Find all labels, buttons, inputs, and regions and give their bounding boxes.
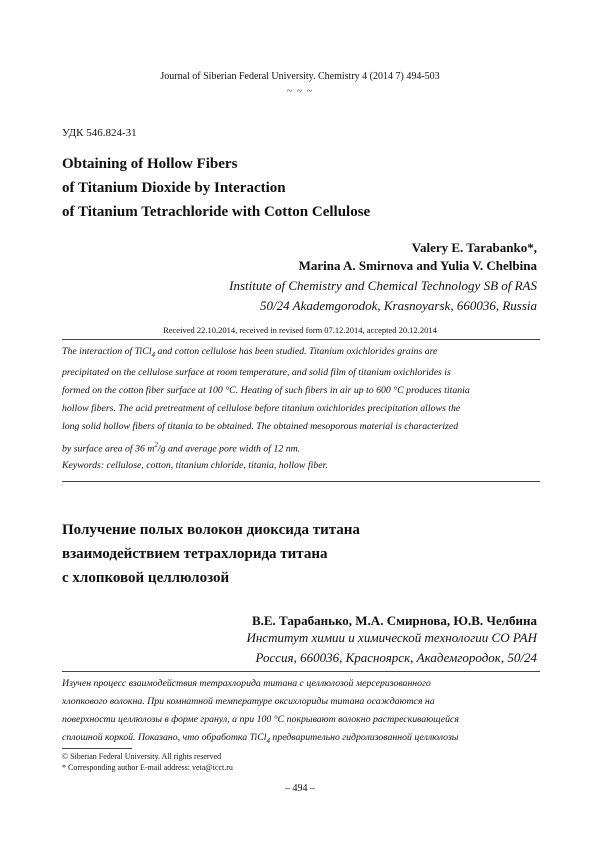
abstract-en-line-1 bbox=[62, 343, 540, 364]
affiliation-en-line-2: 50/24 Akademgorodok, Krasnoyarsk, 660036, Russia bbox=[260, 298, 537, 313]
abstract-en bbox=[62, 343, 540, 458]
footnote-copyright: © Siberian Federal University. All rights reserved bbox=[62, 752, 222, 761]
abstract-top-rule bbox=[62, 339, 540, 340]
abstract-en-text: and cotton cellulose has been studied. Titanium oxichlorides grains are bbox=[155, 346, 438, 357]
title-en-line-2: of Titanium Dioxide by Interaction bbox=[62, 180, 286, 196]
affiliation-ru-line-1: Институт химии и химической технологии СО РАН bbox=[246, 630, 537, 645]
abstract-ru-line-3: поверхности целлюлозы в форме гранул, а при 100 °С покрывают волокно растрескивающейся bbox=[62, 714, 459, 725]
page-number: – 494 – bbox=[285, 783, 315, 794]
title-en-line-1: Obtaining of Hollow Fibers bbox=[62, 156, 238, 172]
abstract-ru-line-2: хлопкового волокна. При комнатной температуре оксихлориды титана осаждаются на bbox=[62, 696, 435, 707]
abstract-ru-text: сплошной коркой. Показано, что обработка TiCl bbox=[62, 732, 267, 743]
abstract-en-line-2: precipitated on the cellulose surface at room temperature, and solid film of titanium oxichlorides is bbox=[62, 366, 451, 378]
title-en-line-3: of Titanium Tetrachloride with Cotton Cellulose bbox=[62, 204, 371, 220]
subscript: 4 bbox=[266, 736, 270, 745]
footnote-rule bbox=[62, 748, 132, 749]
abstract-ru-line-4 bbox=[62, 729, 540, 750]
subscript: 4 bbox=[151, 350, 156, 359]
authors-ru: В.Е. Тарабанько, М.А. Смирнова, Ю.В. Челбина bbox=[251, 613, 537, 628]
abstract-bottom-rule bbox=[62, 481, 540, 482]
superscript: 2 bbox=[154, 440, 158, 449]
affiliation-ru-line-2: Россия, 660036, Красноярск, Академгородок, 50/24 bbox=[255, 650, 537, 665]
abstract-ru-line-1: Изучен процесс взаимодействия тетрахлорида титана с целлюлозой мерсеризованного bbox=[62, 678, 431, 689]
abstract-en-line-3: formed on the cotton fiber surface at 100 °C. Heating of such fibers in air up to 600 °C produces titania bbox=[62, 384, 470, 396]
abstract-ru-top-rule bbox=[62, 671, 540, 672]
affiliation-en bbox=[229, 276, 537, 316]
title-ru-line-1: Получение полых волокон диоксида титана bbox=[62, 522, 360, 538]
authors-en-line-1: Valery E. Tarabanko*, bbox=[411, 240, 537, 255]
received-dates: Received 22.10.2014, received in revised form 07.12.2014, accepted 20.12.2014 bbox=[163, 325, 437, 335]
authors-en-line-2: Marina A. Smirnova and Yulia V. Chelbina bbox=[298, 258, 537, 273]
footnote-corresponding-author: * Corresponding author E-mail address: veta@icct.ru bbox=[62, 763, 233, 772]
keywords-en: Keywords: cellulose, cotton, titanium chloride, titania, hollow fiber. bbox=[62, 460, 328, 471]
abstract-en-text: The interaction of TiCl bbox=[62, 346, 152, 357]
abstract-ru-text: предварительно гидролизованной целлюлозы bbox=[269, 732, 459, 743]
affiliation-ru bbox=[247, 628, 537, 668]
authors-en bbox=[299, 239, 537, 275]
abstract-en-line-4: hollow fibers. The acid pretreatment of cellulose before titanium oxichlorides precipitation allows the bbox=[62, 402, 461, 414]
abstract-en-line-5: long solid hollow fibers of titania to be obtained. The obtained mesoporous material is characterized bbox=[62, 420, 459, 432]
title-ru-line-3: с хлопковой целлюлозой bbox=[62, 570, 230, 586]
abstract-en-line-6 bbox=[62, 436, 540, 458]
article-title-ru bbox=[62, 518, 360, 590]
udk-code: УДК 546.824-31 bbox=[62, 127, 137, 139]
journal-header: Journal of Siberian Federal University. Chemistry 4 (2014 7) 494-503 bbox=[160, 71, 440, 82]
title-ru-line-2: взаимодействием тетрахлорида титана bbox=[62, 546, 328, 562]
abstract-en-text: /g and average pore width of 12 nm. bbox=[157, 443, 301, 455]
header-separator: ~ ~ ~ bbox=[286, 86, 314, 97]
affiliation-en-line-1: Institute of Chemistry and Chemical Technology SB of RAS bbox=[229, 278, 537, 293]
abstract-ru bbox=[62, 675, 540, 750]
abstract-en-text: by surface area of 36 m bbox=[62, 443, 155, 455]
article-title-en bbox=[62, 152, 370, 224]
